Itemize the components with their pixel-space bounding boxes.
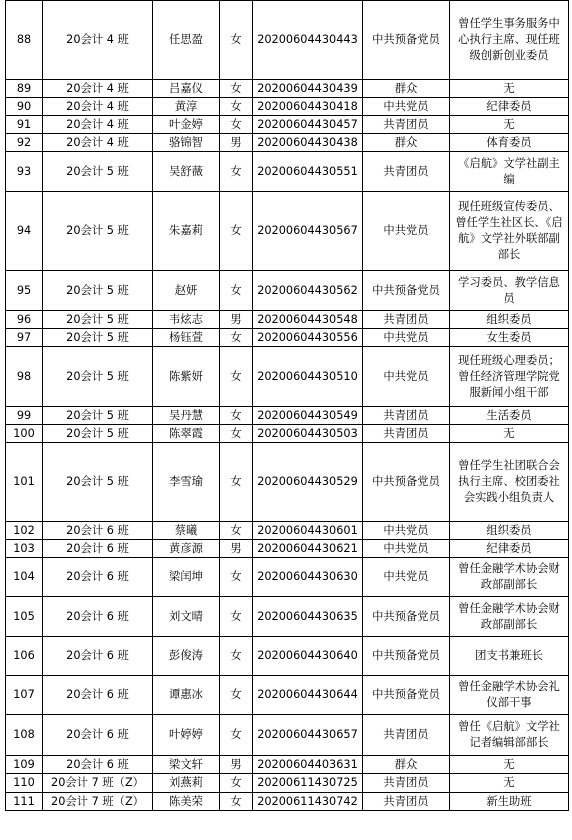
student-roster-table bbox=[5, 0, 569, 811]
student-name-cell: 任思盈 bbox=[153, 1, 220, 80]
class-name-cell: 20会计 6 班 bbox=[43, 597, 153, 637]
position-cell: 《启航》文学社副主编 bbox=[450, 152, 569, 192]
student-id-cell: 20200604430644 bbox=[253, 676, 363, 715]
gender-cell: 女 bbox=[220, 80, 253, 98]
row-number-cell: 111 bbox=[6, 793, 43, 811]
gender-cell: 男 bbox=[220, 756, 253, 774]
gender-cell: 女 bbox=[220, 98, 253, 116]
table-row bbox=[6, 715, 569, 756]
student-id-cell: 20200604430549 bbox=[253, 407, 363, 425]
table-row bbox=[6, 774, 569, 793]
student-name-cell: 刘燕莉 bbox=[153, 774, 220, 793]
student-id-cell: 20200604430443 bbox=[253, 1, 363, 80]
row-number-cell: 108 bbox=[6, 715, 43, 756]
student-id-cell: 20200604430503 bbox=[253, 425, 363, 443]
position-cell: 曾任金融学术协会财政部副部长 bbox=[450, 558, 569, 597]
table-row bbox=[6, 407, 569, 425]
table-row bbox=[6, 637, 569, 676]
position-cell: 曾任《启航》文学社记者编辑部部长 bbox=[450, 715, 569, 756]
political-status-cell: 中共预备党员 bbox=[363, 597, 450, 637]
class-name-cell: 20会计 6 班 bbox=[43, 540, 153, 558]
row-number-cell: 104 bbox=[6, 558, 43, 597]
student-name-cell: 赵妍 bbox=[153, 271, 220, 311]
student-id-cell: 20200604430529 bbox=[253, 443, 363, 522]
student-id-cell: 20200604430562 bbox=[253, 271, 363, 311]
gender-cell: 女 bbox=[220, 637, 253, 676]
student-name-cell: 彭俊涛 bbox=[153, 637, 220, 676]
row-number-cell: 106 bbox=[6, 637, 43, 676]
political-status-cell: 中共预备党员 bbox=[363, 443, 450, 522]
gender-cell: 女 bbox=[220, 192, 253, 271]
gender-cell: 女 bbox=[220, 522, 253, 540]
political-status-cell: 中共党员 bbox=[363, 98, 450, 116]
gender-cell: 女 bbox=[220, 152, 253, 192]
political-status-cell: 群众 bbox=[363, 80, 450, 98]
row-number-cell: 97 bbox=[6, 329, 43, 347]
student-id-cell: 20200604430439 bbox=[253, 80, 363, 98]
student-name-cell: 陈美荣 bbox=[153, 793, 220, 811]
table-row bbox=[6, 425, 569, 443]
political-status-cell: 中共党员 bbox=[363, 522, 450, 540]
position-cell: 无 bbox=[450, 425, 569, 443]
student-id-cell: 20200604430556 bbox=[253, 329, 363, 347]
student-id-cell: 20200611430725 bbox=[253, 774, 363, 793]
political-status-cell: 中共党员 bbox=[363, 329, 450, 347]
row-number-cell: 94 bbox=[6, 192, 43, 271]
class-name-cell: 20会计 6 班 bbox=[43, 637, 153, 676]
gender-cell: 女 bbox=[220, 715, 253, 756]
student-id-cell: 20200604430510 bbox=[253, 347, 363, 407]
table-row bbox=[6, 597, 569, 637]
table-row bbox=[6, 443, 569, 522]
political-status-cell: 共青团员 bbox=[363, 311, 450, 329]
student-id-cell: 20200611430742 bbox=[253, 793, 363, 811]
position-cell: 现任班级宣传委员、曾任学生社区长、《启航》文学社外联部副部长 bbox=[450, 192, 569, 271]
class-name-cell: 20会计 4 班 bbox=[43, 1, 153, 80]
student-name-cell: 叶婷婷 bbox=[153, 715, 220, 756]
student-name-cell: 叶金婷 bbox=[153, 116, 220, 134]
row-number-cell: 105 bbox=[6, 597, 43, 637]
roster-table-body bbox=[6, 1, 569, 811]
student-name-cell: 梁闰坤 bbox=[153, 558, 220, 597]
position-cell: 新生助班 bbox=[450, 793, 569, 811]
political-status-cell: 中共党员 bbox=[363, 558, 450, 597]
political-status-cell: 中共预备党员 bbox=[363, 271, 450, 311]
gender-cell: 女 bbox=[220, 271, 253, 311]
political-status-cell: 共青团员 bbox=[363, 425, 450, 443]
gender-cell: 女 bbox=[220, 116, 253, 134]
class-name-cell: 20会计 5 班 bbox=[43, 443, 153, 522]
position-cell: 学习委员、教学信息员 bbox=[450, 271, 569, 311]
table-row bbox=[6, 311, 569, 329]
table-row bbox=[6, 80, 569, 98]
gender-cell: 女 bbox=[220, 597, 253, 637]
student-name-cell: 陈翠霞 bbox=[153, 425, 220, 443]
class-name-cell: 20会计 5 班 bbox=[43, 347, 153, 407]
student-id-cell: 20200604430567 bbox=[253, 192, 363, 271]
student-name-cell: 黄淳 bbox=[153, 98, 220, 116]
student-name-cell: 吕嘉仪 bbox=[153, 80, 220, 98]
row-number-cell: 88 bbox=[6, 1, 43, 80]
student-id-cell: 20200604430621 bbox=[253, 540, 363, 558]
row-number-cell: 99 bbox=[6, 407, 43, 425]
student-id-cell: 20200604430457 bbox=[253, 116, 363, 134]
table-row bbox=[6, 756, 569, 774]
position-cell: 曾任学生事务服务中心执行主席、现任班级创新创业委员 bbox=[450, 1, 569, 80]
row-number-cell: 110 bbox=[6, 774, 43, 793]
table-row bbox=[6, 134, 569, 152]
student-name-cell: 杨钰萱 bbox=[153, 329, 220, 347]
table-row bbox=[6, 558, 569, 597]
class-name-cell: 20会计 5 班 bbox=[43, 425, 153, 443]
position-cell: 曾任金融学术协会礼仪部干事 bbox=[450, 676, 569, 715]
gender-cell: 男 bbox=[220, 540, 253, 558]
student-roster-sheet bbox=[5, 0, 572, 811]
class-name-cell: 20会计 6 班 bbox=[43, 715, 153, 756]
row-number-cell: 100 bbox=[6, 425, 43, 443]
gender-cell: 女 bbox=[220, 774, 253, 793]
table-row bbox=[6, 329, 569, 347]
table-row bbox=[6, 192, 569, 271]
political-status-cell: 中共党员 bbox=[363, 192, 450, 271]
student-id-cell: 20200604430630 bbox=[253, 558, 363, 597]
student-id-cell: 20200604430438 bbox=[253, 134, 363, 152]
class-name-cell: 20会计 4 班 bbox=[43, 116, 153, 134]
row-number-cell: 102 bbox=[6, 522, 43, 540]
gender-cell: 男 bbox=[220, 134, 253, 152]
class-name-cell: 20会计 7 班（Z） bbox=[43, 774, 153, 793]
political-status-cell: 共青团员 bbox=[363, 152, 450, 192]
gender-cell: 女 bbox=[220, 407, 253, 425]
table-row bbox=[6, 152, 569, 192]
position-cell: 生活委员 bbox=[450, 407, 569, 425]
table-row bbox=[6, 793, 569, 811]
political-status-cell: 中共党员 bbox=[363, 347, 450, 407]
row-number-cell: 98 bbox=[6, 347, 43, 407]
student-id-cell: 20200604430640 bbox=[253, 637, 363, 676]
position-cell: 现任班级心理委员；曾任经济管理学院党服新闻小组干部 bbox=[450, 347, 569, 407]
class-name-cell: 20会计 6 班 bbox=[43, 676, 153, 715]
position-cell: 组织委员 bbox=[450, 522, 569, 540]
class-name-cell: 20会计 4 班 bbox=[43, 134, 153, 152]
student-name-cell: 蔡曦 bbox=[153, 522, 220, 540]
row-number-cell: 90 bbox=[6, 98, 43, 116]
class-name-cell: 20会计 4 班 bbox=[43, 80, 153, 98]
row-number-cell: 91 bbox=[6, 116, 43, 134]
row-number-cell: 96 bbox=[6, 311, 43, 329]
gender-cell: 女 bbox=[220, 1, 253, 80]
table-row bbox=[6, 347, 569, 407]
student-name-cell: 陈紫妍 bbox=[153, 347, 220, 407]
row-number-cell: 95 bbox=[6, 271, 43, 311]
class-name-cell: 20会计 5 班 bbox=[43, 311, 153, 329]
row-number-cell: 89 bbox=[6, 80, 43, 98]
table-row bbox=[6, 116, 569, 134]
position-cell: 女生委员 bbox=[450, 329, 569, 347]
position-cell: 曾任学生社团联合会执行主席、校团委社会实践小组负责人 bbox=[450, 443, 569, 522]
political-status-cell: 群众 bbox=[363, 756, 450, 774]
class-name-cell: 20会计 5 班 bbox=[43, 152, 153, 192]
gender-cell: 女 bbox=[220, 425, 253, 443]
student-id-cell: 20200604430551 bbox=[253, 152, 363, 192]
row-number-cell: 101 bbox=[6, 443, 43, 522]
student-id-cell: 20200604430657 bbox=[253, 715, 363, 756]
student-name-cell: 吴舒薇 bbox=[153, 152, 220, 192]
student-name-cell: 刘文晴 bbox=[153, 597, 220, 637]
student-id-cell: 20200604430601 bbox=[253, 522, 363, 540]
student-name-cell: 骆锦智 bbox=[153, 134, 220, 152]
student-id-cell: 20200604403631 bbox=[253, 756, 363, 774]
row-number-cell: 103 bbox=[6, 540, 43, 558]
position-cell: 无 bbox=[450, 756, 569, 774]
table-row bbox=[6, 540, 569, 558]
row-number-cell: 107 bbox=[6, 676, 43, 715]
political-status-cell: 共青团员 bbox=[363, 793, 450, 811]
row-number-cell: 92 bbox=[6, 134, 43, 152]
student-id-cell: 20200604430418 bbox=[253, 98, 363, 116]
table-row bbox=[6, 676, 569, 715]
class-name-cell: 20会计 5 班 bbox=[43, 271, 153, 311]
position-cell: 组织委员 bbox=[450, 311, 569, 329]
political-status-cell: 中共党员 bbox=[363, 540, 450, 558]
position-cell: 纪律委员 bbox=[450, 98, 569, 116]
student-name-cell: 吴丹慧 bbox=[153, 407, 220, 425]
political-status-cell: 群众 bbox=[363, 134, 450, 152]
student-id-cell: 20200604430548 bbox=[253, 311, 363, 329]
position-cell: 无 bbox=[450, 80, 569, 98]
class-name-cell: 20会计 5 班 bbox=[43, 329, 153, 347]
class-name-cell: 20会计 5 班 bbox=[43, 407, 153, 425]
student-name-cell: 黄彦源 bbox=[153, 540, 220, 558]
table-row bbox=[6, 522, 569, 540]
class-name-cell: 20会计 6 班 bbox=[43, 522, 153, 540]
student-name-cell: 谭惠冰 bbox=[153, 676, 220, 715]
student-name-cell: 韦炫志 bbox=[153, 311, 220, 329]
political-status-cell: 共青团员 bbox=[363, 116, 450, 134]
political-status-cell: 共青团员 bbox=[363, 774, 450, 793]
class-name-cell: 20会计 6 班 bbox=[43, 756, 153, 774]
row-number-cell: 93 bbox=[6, 152, 43, 192]
table-row bbox=[6, 1, 569, 80]
student-name-cell: 李雪瑜 bbox=[153, 443, 220, 522]
position-cell: 体育委员 bbox=[450, 134, 569, 152]
class-name-cell: 20会计 7 班（Z） bbox=[43, 793, 153, 811]
gender-cell: 女 bbox=[220, 347, 253, 407]
gender-cell: 女 bbox=[220, 793, 253, 811]
gender-cell: 女 bbox=[220, 558, 253, 597]
position-cell: 团支书兼班长 bbox=[450, 637, 569, 676]
gender-cell: 女 bbox=[220, 329, 253, 347]
gender-cell: 女 bbox=[220, 676, 253, 715]
class-name-cell: 20会计 5 班 bbox=[43, 192, 153, 271]
political-status-cell: 中共预备党员 bbox=[363, 1, 450, 80]
political-status-cell: 中共预备党员 bbox=[363, 676, 450, 715]
class-name-cell: 20会计 6 班 bbox=[43, 558, 153, 597]
class-name-cell: 20会计 4 班 bbox=[43, 98, 153, 116]
position-cell: 纪律委员 bbox=[450, 540, 569, 558]
student-id-cell: 20200604430635 bbox=[253, 597, 363, 637]
political-status-cell: 共青团员 bbox=[363, 407, 450, 425]
table-row bbox=[6, 98, 569, 116]
political-status-cell: 共青团员 bbox=[363, 715, 450, 756]
position-cell: 无 bbox=[450, 116, 569, 134]
student-name-cell: 朱嘉莉 bbox=[153, 192, 220, 271]
row-number-cell: 109 bbox=[6, 756, 43, 774]
gender-cell: 女 bbox=[220, 443, 253, 522]
gender-cell: 男 bbox=[220, 311, 253, 329]
position-cell: 曾任金融学术协会财政部副部长 bbox=[450, 597, 569, 637]
political-status-cell: 中共预备党员 bbox=[363, 637, 450, 676]
position-cell: 无 bbox=[450, 774, 569, 793]
table-row bbox=[6, 271, 569, 311]
student-name-cell: 梁文轩 bbox=[153, 756, 220, 774]
